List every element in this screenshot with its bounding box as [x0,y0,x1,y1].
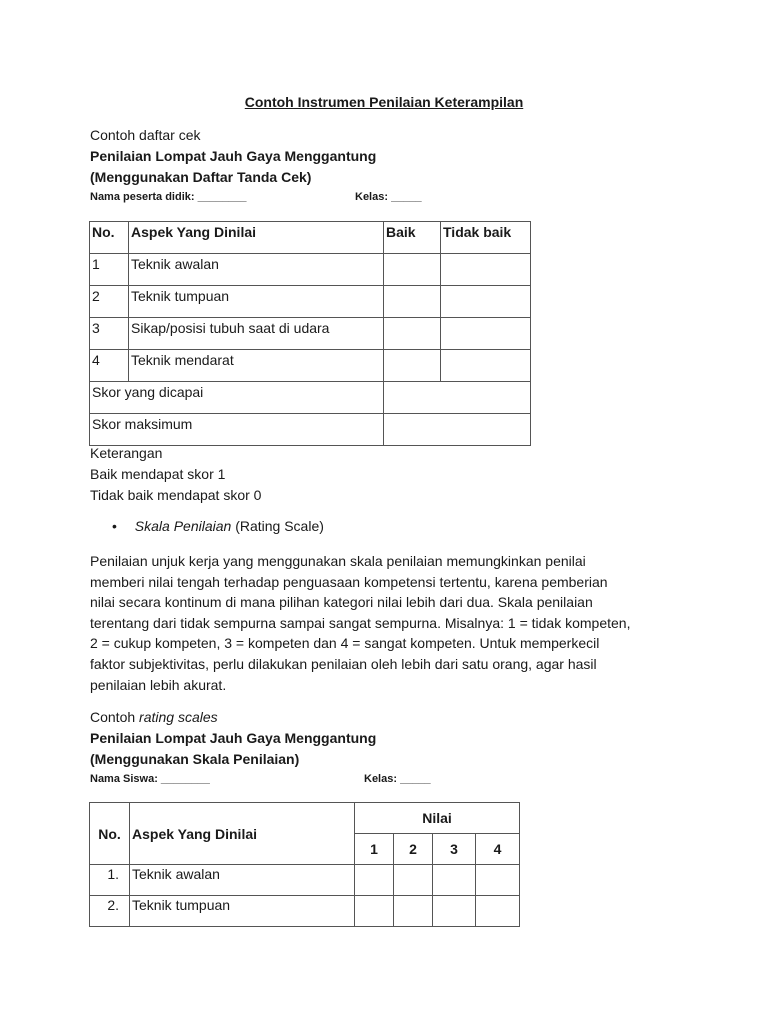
cell-baik [384,350,441,382]
cell-aspek: Teknik awalan [129,254,384,286]
bullet-dot-icon: • [112,518,117,534]
keterangan-heading: Keterangan [90,445,163,461]
cell-tidak-baik [441,254,531,286]
cell-skor-dicapai: Skor yang dicapai [90,382,384,414]
table-row [90,286,531,318]
cell-tidak-baik [441,350,531,382]
section1-subheading: (Menggunakan Daftar Tanda Cek) [90,169,312,185]
paragraph-line: 2 = cukup kompeten, 3 = kompeten dan 4 = sangat kompeten. Untuk memperkecil [90,635,600,652]
section2-heading: Penilaian Lompat Jauh Gaya Menggantung [90,730,377,746]
cell-tidak-baik [441,286,531,318]
bullet-item [112,518,324,534]
cell-baik [384,254,441,286]
keterangan-baik: Baik mendapat skor 1 [90,466,226,482]
section2-nama-field: Nama Siswa: ________ [90,773,210,785]
table-header-row [90,222,531,254]
body-paragraph [90,551,690,695]
cell-score [433,865,476,896]
bullet-rest-text: (Rating Scale) [231,518,324,534]
document-title: Contoh Instrumen Penilaian Keterampilan [244,94,524,110]
section1-heading: Penilaian Lompat Jauh Gaya Menggantung [90,148,377,164]
section1-label: Contoh daftar cek [90,127,201,143]
header-score-4: 4 [476,834,520,865]
cell-baik [384,286,441,318]
section2-kelas-field: Kelas: _____ [364,773,431,785]
rating-scale-table [89,802,520,927]
cell-no: 2 [90,286,129,318]
cell-no: 4 [90,350,129,382]
section2-label: Contoh rating scales [90,709,218,725]
cell-skor-dicapai-value [384,382,531,414]
table-row [90,896,520,927]
cell-baik [384,318,441,350]
cell-tidak-baik [441,318,531,350]
table-row [90,254,531,286]
header-score-1: 1 [355,834,394,865]
cell-aspek: Teknik tumpuan [130,896,355,927]
cell-no: 1 [90,254,129,286]
keterangan-tidak-baik: Tidak baik mendapat skor 0 [90,487,262,503]
cell-score [394,896,433,927]
section1-nama-field: Nama peserta didik: ________ [90,191,247,203]
cell-aspek: Teknik mendarat [129,350,384,382]
paragraph-line: terentang dari tidak sempurna sampai sangat sempurna. Misalnya: 1 = tidak kompeten, [90,614,631,631]
header-baik: Baik [384,222,441,254]
table-header-row [90,803,520,834]
header-aspek: Aspek Yang Dinilai [129,222,384,254]
cell-skor-maksimum: Skor maksimum [90,414,384,446]
cell-aspek: Teknik tumpuan [129,286,384,318]
cell-aspek: Sikap/posisi tubuh saat di udara [129,318,384,350]
header-tidak-baik: Tidak baik [441,222,531,254]
cell-aspek: Teknik awalan [130,865,355,896]
cell-no: 2. [90,896,130,927]
cell-score [355,865,394,896]
header-nilai: Nilai [355,803,520,834]
cell-score [394,865,433,896]
paragraph-line: Penilaian unjuk kerja yang menggunakan skala penilaian memungkinkan penilai [90,553,586,569]
table-row [90,865,520,896]
bullet-italic-text: Skala Penilaian [134,518,232,534]
header-score-3: 3 [433,834,476,865]
header-no: No. [90,803,130,865]
cell-score [355,896,394,927]
cell-score [476,896,520,927]
paragraph-line: memberi nilai tengah terhadap penguasaan kompetensi tertentu, karena pemberian [90,573,608,590]
table-row [90,318,531,350]
header-score-2: 2 [394,834,433,865]
header-aspek: Aspek Yang Dinilai [130,803,355,865]
paragraph-line: faktor subjektivitas, perlu dilakukan penilaian oleh lebih dari satu orang, agar hasil [90,655,597,672]
paragraph-line: penilaian lebih akurat. [90,676,227,693]
paragraph-line: nilai secara kontinum di mana pilihan kategori nilai lebih dari dua. Skala penilaian [90,594,593,611]
section2-subheading: (Menggunakan Skala Penilaian) [90,751,300,767]
checklist-table [89,221,531,446]
cell-score [433,896,476,927]
cell-skor-maksimum-value [384,414,531,446]
cell-score [476,865,520,896]
header-no: No. [90,222,129,254]
section1-kelas-field: Kelas: _____ [355,191,422,203]
cell-no: 1. [90,865,130,896]
table-row-skor-maksimum [90,414,531,446]
table-row [90,350,531,382]
cell-no: 3 [90,318,129,350]
table-row-skor-dicapai [90,382,531,414]
